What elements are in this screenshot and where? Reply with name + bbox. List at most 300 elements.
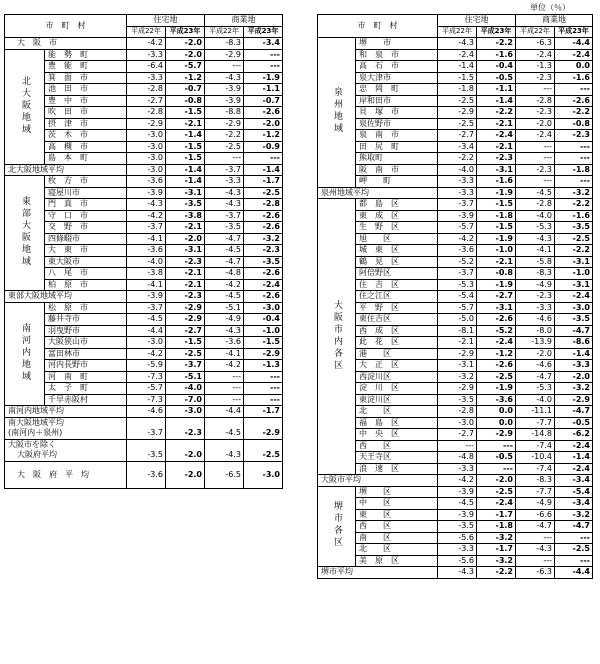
- value-cell: -2.2: [555, 199, 593, 211]
- table-row: [318, 222, 593, 234]
- header-row: [5, 15, 283, 27]
- value-cell: -3.5: [555, 314, 593, 326]
- value-cell: -2.4: [555, 440, 593, 452]
- municipality-name: 高 石 市: [356, 61, 438, 73]
- value-cell: -4.9: [516, 498, 555, 510]
- table-row: [318, 440, 593, 452]
- value-cell: -1.1: [477, 84, 516, 96]
- value-cell: -6.3: [516, 38, 555, 50]
- unit-label: 単位（％）: [530, 3, 570, 12]
- value-cell: -1.5: [244, 337, 283, 349]
- value-cell: -2.6: [477, 360, 516, 372]
- region-label-text: 堺市各区: [332, 501, 342, 550]
- value-cell: -0.7: [166, 84, 205, 96]
- table-row: [5, 256, 283, 268]
- value-cell: -3.6: [205, 337, 244, 349]
- value-cell: -4.3: [205, 450, 244, 461]
- value-cell: -3.5: [127, 450, 166, 461]
- value-cell: -5.3: [516, 383, 555, 395]
- table-row: [318, 49, 593, 61]
- value-cell: -1.3: [516, 61, 555, 73]
- table-row: [5, 325, 283, 337]
- value-cell: -0.8: [166, 95, 205, 107]
- value-cell: -5.2: [438, 256, 477, 268]
- value-cell: -7.0: [166, 394, 205, 406]
- value-cell: -0.7: [244, 95, 283, 107]
- value-cell: -1.5: [166, 153, 205, 165]
- municipality-name: 西 区: [356, 440, 438, 452]
- municipality-name: 南 区: [356, 532, 438, 544]
- municipality-name: 島 本 町: [45, 153, 127, 165]
- table-row: [5, 268, 283, 280]
- value-cell: -1.5: [477, 222, 516, 234]
- value-cell: -0.8: [477, 268, 516, 280]
- value-cell: -5.1: [166, 371, 205, 383]
- value-cell: -4.0: [166, 383, 205, 395]
- municipality-name: 千早赤阪村: [45, 394, 127, 406]
- value-cell: ---: [555, 153, 593, 165]
- table-row: [5, 72, 283, 84]
- value-cell: -2.3: [166, 256, 205, 268]
- value-cell: -4.4: [555, 38, 593, 50]
- value-cell: -3.7: [127, 302, 166, 314]
- municipality-name: 忠 岡 町: [356, 84, 438, 96]
- value-cell: -3.0: [555, 302, 593, 314]
- table-row: [5, 153, 283, 165]
- value-cell: -7.4: [516, 440, 555, 452]
- municipality-name: 堺 区: [356, 486, 438, 498]
- table-row: [5, 279, 283, 291]
- value-cell: -3.5: [438, 394, 477, 406]
- value-cell: -4.6: [127, 406, 166, 418]
- value-cell: -4.7: [205, 256, 244, 268]
- value-cell: -1.5: [477, 199, 516, 211]
- table-row: [318, 164, 593, 176]
- value-cell: -4.0: [516, 394, 555, 406]
- value-cell: -1.0: [555, 268, 593, 280]
- value-cell: ---: [555, 532, 593, 544]
- region-label: [5, 49, 45, 164]
- value-cell: -3.7: [205, 164, 244, 176]
- value-cell: -1.0: [244, 325, 283, 337]
- header-row: [318, 15, 593, 27]
- right-table-body: [318, 15, 593, 579]
- value-cell: -3.2: [555, 383, 593, 395]
- table-row: [318, 279, 593, 291]
- value-cell: -4.7: [516, 521, 555, 533]
- year-header: 平成23年: [166, 26, 205, 38]
- table-row: [318, 452, 593, 464]
- value-cell: -1.7: [244, 176, 283, 188]
- value-cell: -3.0: [244, 302, 283, 314]
- value-cell: -2.1: [166, 222, 205, 234]
- value-cell: -2.9: [438, 383, 477, 395]
- average-row: [5, 406, 283, 418]
- table-row: [5, 371, 283, 383]
- value-cell: -5.6: [438, 555, 477, 567]
- value-cell: ---: [205, 153, 244, 165]
- value-cell: -3.6: [127, 245, 166, 257]
- table-row: [5, 233, 283, 245]
- municipality-name: 吹 田 市: [45, 107, 127, 119]
- municipality-name: 東淀川区: [356, 394, 438, 406]
- value-cell: ---: [205, 371, 244, 383]
- value-cell: -2.4: [244, 279, 283, 291]
- value-cell: -2.8: [516, 95, 555, 107]
- municipality-name: 東大阪市: [45, 256, 127, 268]
- value-cell: -2.5: [244, 450, 283, 461]
- year-header: 平成22年: [205, 26, 244, 38]
- municipality-name: 高 槻 市: [45, 141, 127, 153]
- value-cell: -4.2: [127, 210, 166, 222]
- average-row: [5, 164, 283, 176]
- value-cell: -4.3: [438, 567, 477, 579]
- value-cell: -5.2: [477, 325, 516, 337]
- municipality-name: 北 区: [356, 544, 438, 556]
- value-cell: ---: [555, 555, 593, 567]
- value-cell: -3.3: [516, 302, 555, 314]
- table-row: [318, 245, 593, 257]
- value-cell: -2.1: [477, 118, 516, 130]
- table-row: [318, 429, 593, 441]
- value-cell: -2.3: [516, 164, 555, 176]
- municipality-name: 松 原 市: [45, 302, 127, 314]
- municipality-name: 城 東 区: [356, 245, 438, 257]
- value-cell: ---: [244, 394, 283, 406]
- table-row: [318, 61, 593, 73]
- value-cell: -3.9: [205, 84, 244, 96]
- municipality-name: 平 野 区: [356, 302, 438, 314]
- average-label: 堺市平均: [318, 567, 438, 579]
- value-cell: -4.1: [127, 279, 166, 291]
- table-row: [318, 532, 593, 544]
- value-cell: -1.8: [477, 210, 516, 222]
- value-cell: -3.9: [438, 509, 477, 521]
- municipality-name: 藤井寺市: [45, 314, 127, 326]
- municipality-name: 大 正 区: [356, 360, 438, 372]
- average-row: [5, 439, 283, 450]
- region-label: [318, 199, 356, 475]
- value-cell: -2.4: [555, 463, 593, 475]
- value-cell: -4.1: [516, 245, 555, 257]
- prefecture-average-row: [5, 461, 283, 488]
- table-row: [318, 176, 593, 188]
- municipality-name: 羽曳野市: [45, 325, 127, 337]
- value-cell: -0.5: [477, 452, 516, 464]
- value-cell: -4.5: [516, 187, 555, 199]
- value-cell: [166, 439, 205, 450]
- value-cell: -2.6: [555, 95, 593, 107]
- value-cell: -5.0: [438, 314, 477, 326]
- residential-header: 住宅地: [438, 15, 516, 27]
- table-row: [318, 38, 593, 50]
- commercial-header: 商業地: [205, 15, 283, 27]
- table-row: [318, 84, 593, 96]
- municipality-name: 岸和田市: [356, 95, 438, 107]
- value-cell: -2.7: [127, 95, 166, 107]
- value-cell: -3.1: [555, 256, 593, 268]
- value-cell: -3.0: [127, 337, 166, 349]
- value-cell: -2.4: [555, 49, 593, 61]
- average-label: 大阪市を除く: [5, 439, 127, 450]
- value-cell: -3.5: [244, 256, 283, 268]
- value-cell: ---: [477, 440, 516, 452]
- value-cell: -3.8: [127, 268, 166, 280]
- municipality-name: 岬 町: [356, 176, 438, 188]
- municipality-name: 住之江区: [356, 291, 438, 303]
- average-label-sub: (南河内＋泉州): [5, 428, 127, 439]
- value-cell: -0.5: [555, 417, 593, 429]
- value-cell: ---: [555, 176, 593, 188]
- value-cell: -7.3: [127, 371, 166, 383]
- value-cell: -5.3: [516, 222, 555, 234]
- value-cell: -1.7: [244, 406, 283, 418]
- value-cell: -4.4: [555, 567, 593, 579]
- value-cell: ---: [438, 440, 477, 452]
- value-cell: -4.2: [205, 360, 244, 372]
- value-cell: -2.5: [477, 371, 516, 383]
- value-cell: -1.4: [166, 164, 205, 176]
- value-cell: -4.5: [205, 291, 244, 303]
- value-cell: -3.7: [166, 360, 205, 372]
- value-cell: -3.0: [127, 164, 166, 176]
- value-cell: -3.3: [127, 49, 166, 61]
- value-cell: -3.9: [127, 291, 166, 303]
- value-cell: -2.5: [205, 141, 244, 153]
- value-cell: -2.3: [555, 130, 593, 142]
- value-cell: -1.4: [555, 452, 593, 464]
- municipality-name: 港 区: [356, 348, 438, 360]
- value-cell: -11.1: [516, 406, 555, 418]
- municipality-name: 浪 速 区: [356, 463, 438, 475]
- value-cell: -2.2: [477, 107, 516, 119]
- value-cell: -1.9: [244, 72, 283, 84]
- value-cell: -2.6: [244, 210, 283, 222]
- municipality-name: 生 野 区: [356, 222, 438, 234]
- value-cell: -1.1: [244, 84, 283, 96]
- value-cell: -4.1: [205, 348, 244, 360]
- value-cell: -3.6: [477, 394, 516, 406]
- municipality-name: 西淀川区: [356, 371, 438, 383]
- table-row: [5, 337, 283, 349]
- year-header: 平成23年: [555, 26, 593, 38]
- value-cell: -3.3: [205, 176, 244, 188]
- value-cell: -2.5: [555, 233, 593, 245]
- average-row: [5, 428, 283, 439]
- value-cell: -2.1: [166, 118, 205, 130]
- municipality-name: 淀 川 区: [356, 383, 438, 395]
- value-cell: -4.3: [438, 38, 477, 50]
- value-cell: ---: [516, 176, 555, 188]
- value-cell: -4.1: [127, 233, 166, 245]
- value-cell: -8.3: [516, 268, 555, 280]
- municipality-name: 此 花 区: [356, 337, 438, 349]
- value-cell: -2.4: [516, 49, 555, 61]
- value-cell: -0.5: [477, 72, 516, 84]
- area-header: 市 町 村: [5, 15, 127, 38]
- municipality-name: 阪 南 市: [356, 164, 438, 176]
- region-label: [318, 486, 356, 567]
- municipality-name: 鶴 見 区: [356, 256, 438, 268]
- value-cell: -3.7: [127, 222, 166, 234]
- value-cell: ---: [244, 49, 283, 61]
- right-price-table: [317, 14, 593, 579]
- value-cell: -4.5: [205, 428, 244, 439]
- value-cell: ---: [516, 84, 555, 96]
- region-label: [318, 38, 356, 188]
- value-cell: -7.3: [127, 394, 166, 406]
- municipality-name: 柏 原 市: [45, 279, 127, 291]
- value-cell: [205, 417, 244, 428]
- value-cell: -3.7: [438, 199, 477, 211]
- value-cell: -2.8: [127, 84, 166, 96]
- table-row: [318, 256, 593, 268]
- table-row: [318, 521, 593, 533]
- value-cell: -3.5: [438, 521, 477, 533]
- value-cell: -3.1: [477, 164, 516, 176]
- value-cell: -4.3: [516, 544, 555, 556]
- table-row: [318, 555, 593, 567]
- value-cell: -5.9: [127, 360, 166, 372]
- value-cell: -7.7: [516, 417, 555, 429]
- value-cell: -3.5: [555, 222, 593, 234]
- value-cell: -4.8: [205, 268, 244, 280]
- value-cell: -2.0: [555, 371, 593, 383]
- value-cell: -5.7: [438, 222, 477, 234]
- value-cell: -3.9: [438, 486, 477, 498]
- value-cell: -1.8: [438, 84, 477, 96]
- region-label-text: 泉州地域: [332, 87, 342, 136]
- municipality-name: 茨 木 市: [45, 130, 127, 142]
- value-cell: -4.9: [516, 279, 555, 291]
- value-cell: -1.6: [477, 49, 516, 61]
- value-cell: -7.4: [516, 463, 555, 475]
- table-row: [318, 337, 593, 349]
- value-cell: -1.4: [244, 164, 283, 176]
- table-row: [318, 394, 593, 406]
- value-cell: -1.3: [244, 360, 283, 372]
- value-cell: -1.5: [166, 141, 205, 153]
- value-cell: ---: [555, 141, 593, 153]
- table-row: [5, 95, 283, 107]
- value-cell: -3.3: [438, 463, 477, 475]
- average-label: 北大阪地域平均: [5, 164, 127, 176]
- table-row: [5, 107, 283, 119]
- value-cell: -7.7: [516, 486, 555, 498]
- average-row: [318, 187, 593, 199]
- value-cell: -1.4: [555, 348, 593, 360]
- value-cell: 0.0: [555, 61, 593, 73]
- value-cell: -3.2: [244, 233, 283, 245]
- value-cell: -5.4: [555, 486, 593, 498]
- value-cell: -3.4: [438, 141, 477, 153]
- year-header: 平成22年: [438, 26, 477, 38]
- table-row: [5, 49, 283, 61]
- value-cell: -4.7: [555, 325, 593, 337]
- value-cell: -2.6: [244, 222, 283, 234]
- municipality-name: 門 真 市: [45, 199, 127, 211]
- value-cell: -2.0: [516, 348, 555, 360]
- value-cell: -2.7: [477, 291, 516, 303]
- table-row: [5, 360, 283, 372]
- municipality-name: 大 東 市: [45, 245, 127, 257]
- value-cell: -3.1: [166, 187, 205, 199]
- table-row: [318, 544, 593, 556]
- value-cell: -8.6: [555, 337, 593, 349]
- table-row: [318, 210, 593, 222]
- value-cell: -4.2: [205, 279, 244, 291]
- region-label-text: 南河内地域: [20, 322, 30, 383]
- value-cell: -4.3: [127, 199, 166, 211]
- value-cell: -8.8: [205, 107, 244, 119]
- value-cell: -6.5: [205, 461, 244, 488]
- year-header: 平成22年: [127, 26, 166, 38]
- municipality-name: 枚 方 市: [45, 176, 127, 188]
- value-cell: -2.8: [516, 199, 555, 211]
- value-cell: -1.8: [555, 164, 593, 176]
- table-row: [318, 291, 593, 303]
- average-row: [5, 417, 283, 428]
- commercial-header: 商業地: [516, 15, 593, 27]
- table-row: [318, 463, 593, 475]
- value-cell: -5.7: [166, 61, 205, 73]
- value-cell: -13.9: [516, 337, 555, 349]
- value-cell: -2.0: [166, 450, 205, 461]
- value-cell: -3.2: [477, 555, 516, 567]
- value-cell: -8.0: [516, 325, 555, 337]
- table-row: [318, 72, 593, 84]
- table-row: [5, 383, 283, 395]
- value-cell: -2.3: [477, 153, 516, 165]
- value-cell: -2.9: [127, 118, 166, 130]
- table-row: [318, 141, 593, 153]
- year-header: 平成22年: [516, 26, 555, 38]
- value-cell: -3.9: [438, 210, 477, 222]
- value-cell: -4.0: [127, 256, 166, 268]
- average-row: [5, 450, 283, 461]
- average-label: 泉州地域平均: [318, 187, 438, 199]
- value-cell: -2.4: [555, 291, 593, 303]
- value-cell: -1.2: [244, 130, 283, 142]
- value-cell: -2.9: [166, 302, 205, 314]
- value-cell: -6.2: [555, 429, 593, 441]
- value-cell: -3.2: [555, 509, 593, 521]
- table-row: [318, 348, 593, 360]
- value-cell: -3.2: [555, 187, 593, 199]
- municipality-name: 豊 中 市: [45, 95, 127, 107]
- value-cell: -2.2: [477, 567, 516, 579]
- value-cell: -1.4: [166, 176, 205, 188]
- table-row: [5, 199, 283, 211]
- value-cell: -3.9: [205, 95, 244, 107]
- value-cell: -1.7: [477, 544, 516, 556]
- table-row: [5, 141, 283, 153]
- table-row: [318, 509, 593, 521]
- table-row: [318, 95, 593, 107]
- value-cell: -2.5: [438, 95, 477, 107]
- value-cell: -3.4: [244, 38, 283, 50]
- table-row: [5, 118, 283, 130]
- value-cell: ---: [244, 371, 283, 383]
- value-cell: -1.7: [477, 509, 516, 521]
- value-cell: -2.0: [516, 118, 555, 130]
- average-label: 大阪市平均: [318, 475, 438, 487]
- value-cell: -3.6: [127, 461, 166, 488]
- value-cell: [127, 439, 166, 450]
- table-row: [5, 61, 283, 73]
- value-cell: -4.0: [438, 164, 477, 176]
- municipality-name: 東 区: [356, 509, 438, 521]
